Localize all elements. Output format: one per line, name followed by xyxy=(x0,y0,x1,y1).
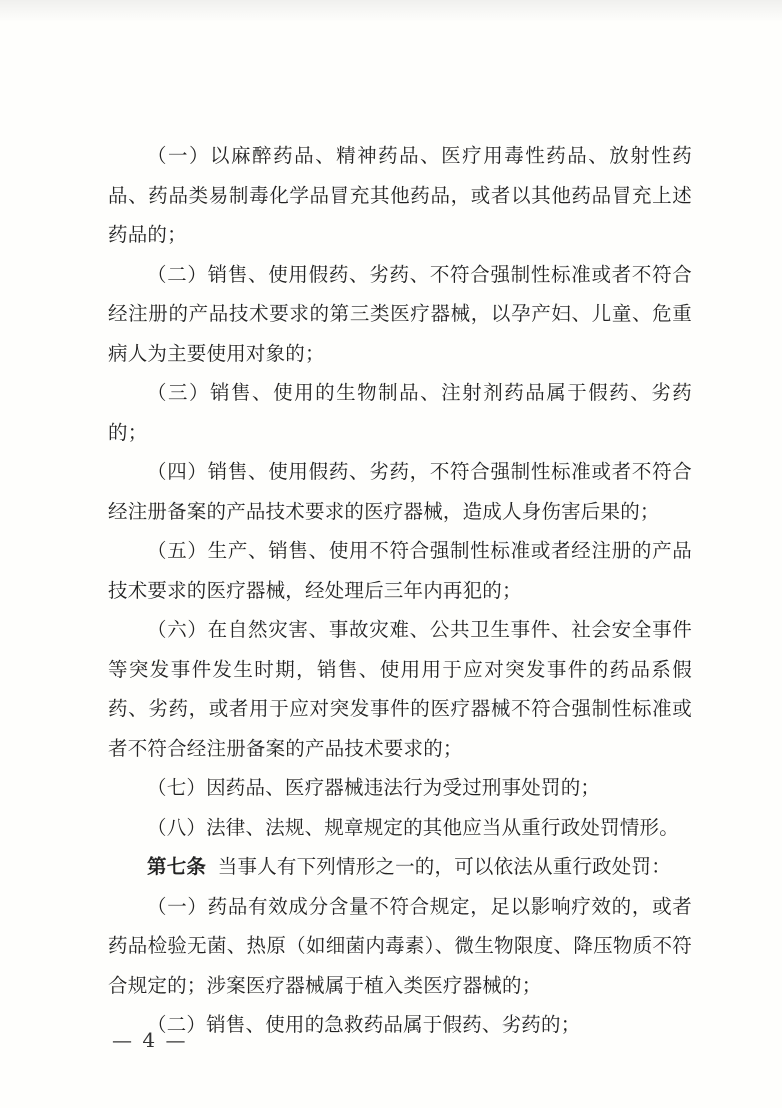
article-7-heading: 第七条 xyxy=(147,855,207,878)
list-item: （一）以麻醉药品、精神药品、医疗用毒性药品、放射性药品、药品类易制毒化学品冒充其他药品，或者以其他药品冒充上述药品的； xyxy=(108,144,692,246)
list-item: （八）法律、法规、规章规定的其他应当从重行政处罚情形。 xyxy=(147,815,679,839)
list-item: （七）因药品、医疗器械违法行为受过刑事处罚的； xyxy=(147,776,601,799)
list-item: （一）药品有效成分含量不符合规定，足以影响疗效的，或者药品检验无菌、热原（如细菌内毒素）、微生物限度、降压物质不符合规定的；涉案医疗器械属于植入类医疗器械的； xyxy=(108,894,692,997)
list-item: （四）销售、使用假药、劣药，不符合强制性标准或者不符合经注册备案的产品技术要求的医疗器械，造成人身伤害后果的； xyxy=(108,460,692,523)
list-item: （六）在自然灾害、事故灾难、公共卫生事件、社会安全事件等突发事件发生时期，销售、使用用于应对突发事件的药品系假药、劣药，或者用于应对突发事件的医疗器械不符合强制性标准或者不符合经注册备案的产品技术要求的； xyxy=(108,618,692,760)
page-number: — 4 — xyxy=(112,1028,188,1052)
document-body xyxy=(108,136,692,1045)
list-item: （二）销售、使用的急救药品属于假药、劣药的； xyxy=(147,1013,581,1036)
article-7-intro xyxy=(108,847,692,887)
list-item: （三）销售、使用的生物制品、注射剂药品属于假药、劣药的； xyxy=(108,381,692,444)
list-item: （五）生产、销售、使用不符合强制性标准或者经注册的产品技术要求的医疗器械，经处理后三年内再犯的； xyxy=(108,539,692,602)
list-item: （二）销售、使用假药、劣药、不符合强制性标准或者不符合经注册的产品技术要求的第三类医疗器械，以孕产妇、儿童、危重病人为主要使用对象的； xyxy=(108,262,692,365)
article-7-text: 当事人有下列情形之一的，可以依法从重行政处罚： xyxy=(217,855,671,878)
scan-edge-shadow xyxy=(0,0,782,22)
